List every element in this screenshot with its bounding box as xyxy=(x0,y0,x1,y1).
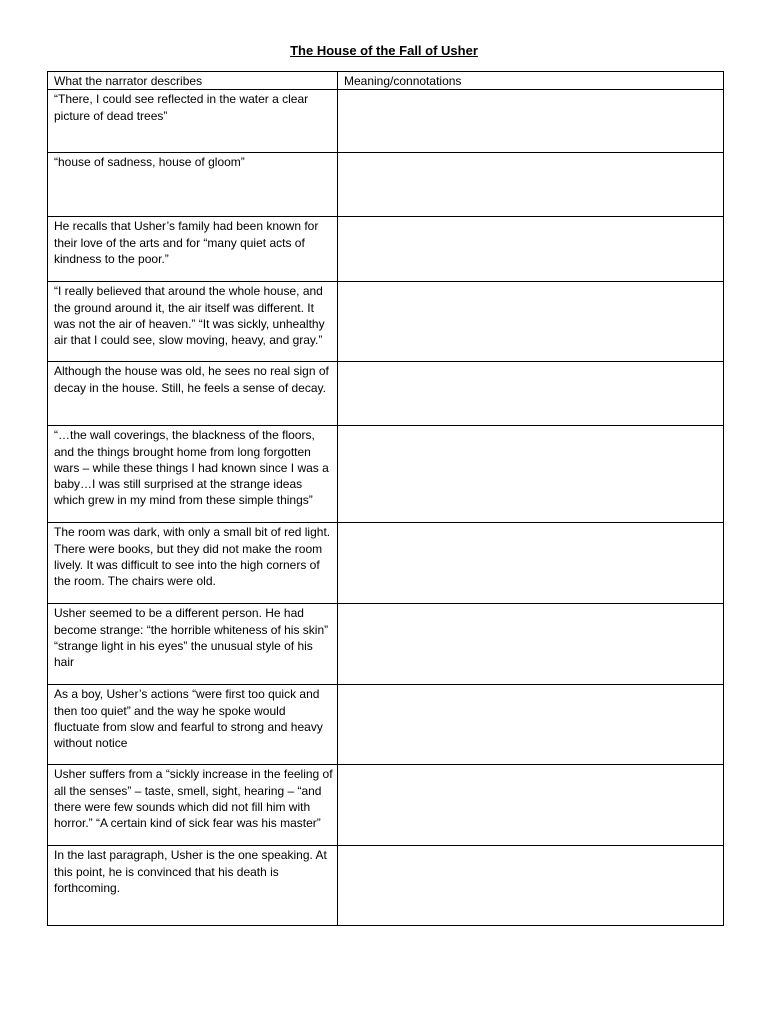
meaning-answer-cell[interactable] xyxy=(338,846,724,926)
meaning-answer-cell[interactable] xyxy=(338,217,724,282)
narrator-description-cell: He recalls that Usher’s family had been known for their love of the arts and for “many quiet acts of kindness to the poor.” xyxy=(48,217,338,282)
meaning-answer-cell[interactable] xyxy=(338,426,724,523)
narrator-description-cell: In the last paragraph, Usher is the one speaking. At this point, he is convinced that his death is forthcoming. xyxy=(48,846,338,926)
meaning-answer-cell[interactable] xyxy=(338,685,724,765)
table-row xyxy=(48,685,724,765)
meaning-answer-cell[interactable] xyxy=(338,362,724,426)
meaning-answer-cell[interactable] xyxy=(338,765,724,846)
narrator-description-cell: The room was dark, with only a small bit of red light. There were books, but they did not make the room lively. It was difficult to see into the high corners of the room. The chairs were old. xyxy=(48,523,338,604)
header-narrator-describes: What the narrator describes xyxy=(48,72,338,90)
worksheet-title: The House of the Fall of Usher xyxy=(290,43,478,58)
table-row xyxy=(48,362,724,426)
table-row xyxy=(48,153,724,217)
meaning-answer-cell[interactable] xyxy=(338,90,724,153)
header-meaning-connotations: Meaning/connotations xyxy=(338,72,724,90)
table-row xyxy=(48,846,724,926)
table-row xyxy=(48,604,724,685)
narrator-description-cell: “house of sadness, house of gloom” xyxy=(48,153,338,217)
table-row xyxy=(48,426,724,523)
worksheet-table xyxy=(47,71,724,926)
narrator-description-cell: “…the wall coverings, the blackness of the floors, and the things brought home from long forgotten wars – while these things I had known since I was a baby…I was still surprised at the strange ideas which grew in my mind from these simple things” xyxy=(48,426,338,523)
meaning-answer-cell[interactable] xyxy=(338,282,724,362)
narrator-description-cell: Usher seemed to be a different person. He had become strange: “the horrible whiteness of his skin” “strange light in his eyes” the unusual style of his hair xyxy=(48,604,338,685)
header-row xyxy=(48,72,724,90)
narrator-description-cell: Usher suffers from a “sickly increase in the feeling of all the senses” – taste, smell, sight, hearing – “and there were few sounds which did not fill him with horror.” “A certain kind of sick fear was his master” xyxy=(48,765,338,846)
meaning-answer-cell[interactable] xyxy=(338,604,724,685)
narrator-description-cell: Although the house was old, he sees no real sign of decay in the house. Still, he feels a sense of decay. xyxy=(48,362,338,426)
table-row xyxy=(48,282,724,362)
narrator-description-cell: “There, I could see reflected in the water a clear picture of dead trees” xyxy=(48,90,338,153)
table-row xyxy=(48,217,724,282)
meaning-answer-cell[interactable] xyxy=(338,153,724,217)
narrator-description-cell: “I really believed that around the whole house, and the ground around it, the air itself was different. It was not the air of heaven.” “It was sickly, unhealthy air that I could see, slow moving, heavy, and gray.” xyxy=(48,282,338,362)
table-row xyxy=(48,90,724,153)
table-body xyxy=(48,90,724,926)
meaning-answer-cell[interactable] xyxy=(338,523,724,604)
table-row xyxy=(48,765,724,846)
table-row xyxy=(48,523,724,604)
narrator-description-cell: As a boy, Usher’s actions “were first too quick and then too quiet” and the way he spoke would fluctuate from slow and fearful to strong and heavy without notice xyxy=(48,685,338,765)
